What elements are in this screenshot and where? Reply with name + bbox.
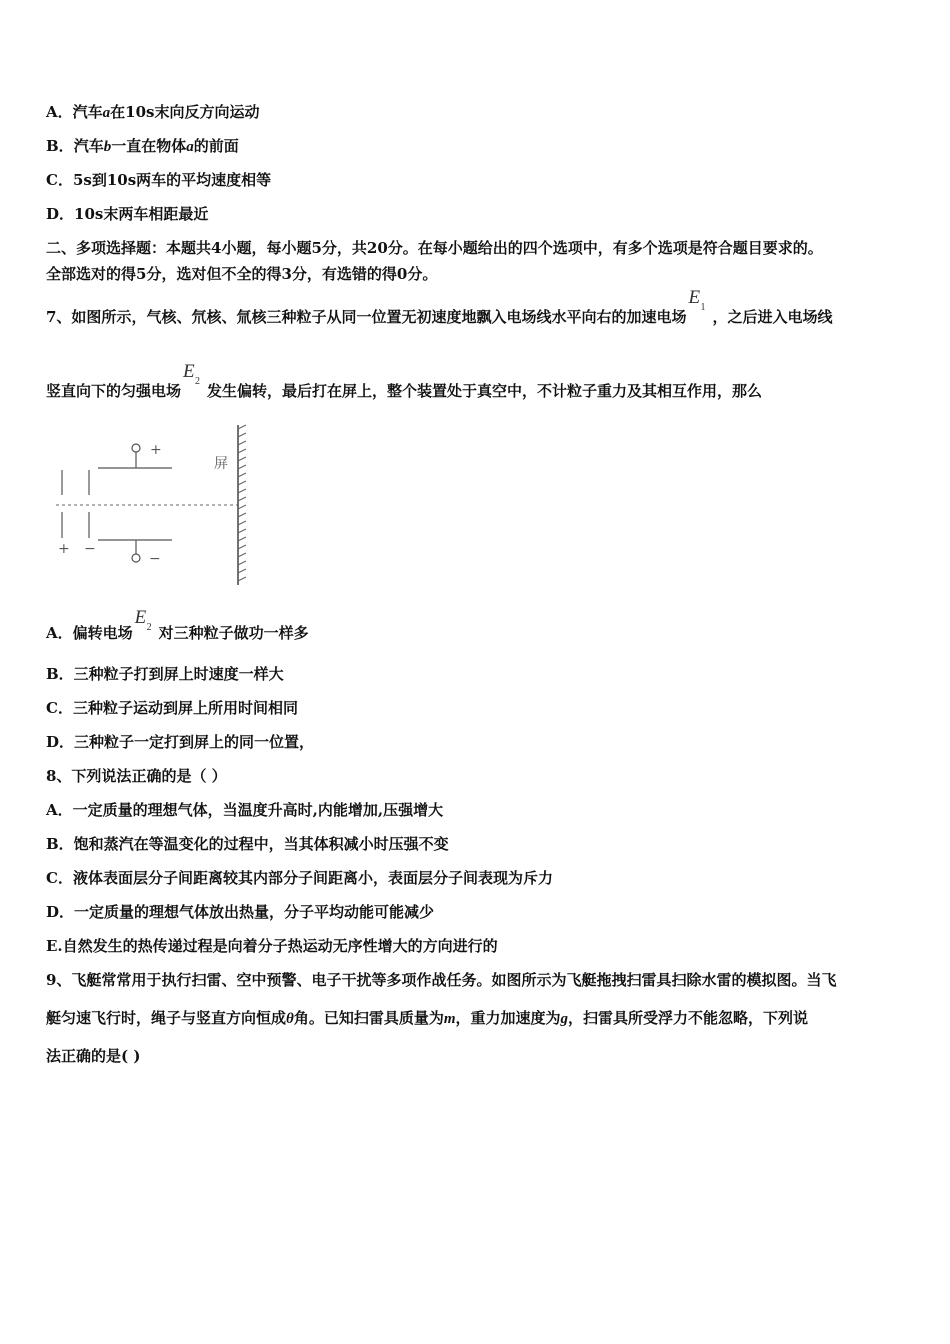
e1-symbol	[686, 287, 712, 322]
q7-stem-line1	[46, 287, 833, 327]
stem-text: 角。已知扫雷具质量为	[293, 1009, 444, 1027]
e2-subscript: 2	[195, 376, 201, 387]
variable-a: a	[186, 139, 194, 155]
q9-stem-line3: 法正确的是( )	[46, 1047, 141, 1065]
option-label: D．	[46, 205, 75, 223]
e1-subscript: 1	[700, 302, 706, 313]
variable-m: m	[443, 1011, 456, 1027]
q8-stem: 8、下列说法正确的是（ ）	[46, 767, 227, 785]
q7-option-d: D．三种粒子一定打到屏上的同一位置，	[46, 733, 315, 751]
option-text: 一直在物体	[111, 137, 187, 155]
q6-option-a	[46, 102, 259, 123]
top-terminal-icon	[132, 444, 140, 452]
stem-text: 发生偏转，最后打在屏上，整个装置处于真空中，不计粒子重力及其相互作用，那么	[207, 382, 763, 400]
variable-theta: θ	[286, 1011, 294, 1027]
top-plate-sign: +	[150, 442, 162, 458]
screen-hatching	[238, 425, 246, 581]
q8-option-b: B．饱和蒸汽在等温变化的过程中，当其体积减小时压强不变	[46, 835, 449, 853]
e2-symbol	[133, 607, 159, 638]
stem-text: ，之后进入电场线	[712, 308, 833, 326]
section-header-line2: 全部选对的得5分，选对但不全的得3分，有选错的得0分。	[46, 265, 438, 283]
e2-base: E	[134, 607, 147, 628]
q7-stem-line2	[46, 361, 763, 401]
electric-field-diagram	[46, 420, 256, 590]
variable-b: b	[103, 139, 112, 155]
e2-symbol	[181, 361, 207, 396]
option-label: A．	[46, 103, 73, 121]
q6-option-c	[46, 170, 271, 190]
stem-text: ，扫雷具所受浮力不能忽略，下列说	[568, 1009, 809, 1027]
option-text: 的前面	[193, 137, 239, 155]
q7-option-c: C．三种粒子运动到屏上所用时间相同	[46, 699, 298, 717]
stem-text: 7、如图所示，气核、氘核、氚核三种粒子从同一位置无初速度地飘入电场线水平向右的加速电场	[46, 308, 687, 326]
option-text: 5s到10s两车的平均速度相等	[72, 171, 272, 189]
bottom-terminal-icon	[132, 554, 140, 562]
q8-option-c: C．液体表面层分子间距离较其内部分子间距离小，表面层分子间表现为斥力	[46, 869, 553, 887]
e1-base: E	[688, 287, 701, 308]
option-text: 偏转电场	[72, 624, 133, 642]
stem-text: 艇匀速飞行时，绳子与竖直方向恒成	[46, 1009, 287, 1027]
q9-stem-line1: 9、飞艇常常用于执行扫雷、空中预警、电子干扰等多项作战任务。如图所示为飞艇拖拽扫雷具扫除水雷的模拟图。当飞	[46, 971, 837, 989]
option-label: B．	[46, 137, 74, 155]
option-text: 汽车	[73, 137, 104, 155]
q7-option-a	[46, 607, 309, 643]
stem-text: 竖直向下的匀强电场	[46, 382, 182, 400]
e2-base: E	[183, 361, 195, 382]
q8-option-d: D．一定质量的理想气体放出热量，分子平均动能可能减少	[46, 903, 435, 921]
screen-label: 屏	[214, 456, 228, 472]
e2-subscript: 2	[146, 622, 152, 633]
option-text: 在10s末向反方向运动	[110, 103, 260, 121]
q8-option-a: A．一定质量的理想气体，当温度升高时,内能增加,压强增大	[46, 801, 444, 819]
option-label: A．	[46, 624, 73, 642]
q8-option-e: E.自然发生的热传递过程是向着分子热运动无序性增大的方向进行的	[46, 937, 498, 955]
stem-text: ，重力加速度为	[455, 1009, 561, 1027]
variable-a: a	[102, 105, 111, 121]
option-text: 汽车	[72, 103, 103, 121]
q6-option-b	[46, 136, 239, 157]
bottom-plate-sign: −	[149, 551, 161, 567]
left-plus-sign: +	[58, 541, 70, 557]
section-header-line1: 二、多项选择题：本题共4小题，每小题5分，共20分。在每小题给出的四个选项中，有多个选项是符合题目要求的。	[46, 239, 823, 257]
q7-option-b: B．三种粒子打到屏上时速度一样大	[46, 665, 284, 683]
option-text: 10s末两车相距最近	[74, 205, 209, 223]
q6-option-d	[46, 204, 208, 224]
option-label: C．	[46, 171, 73, 189]
option-text: 对三种粒子做功一样多	[158, 624, 309, 642]
variable-g: g	[560, 1011, 569, 1027]
q9-stem-line2	[46, 1008, 808, 1029]
left-minus-sign: −	[84, 541, 96, 557]
